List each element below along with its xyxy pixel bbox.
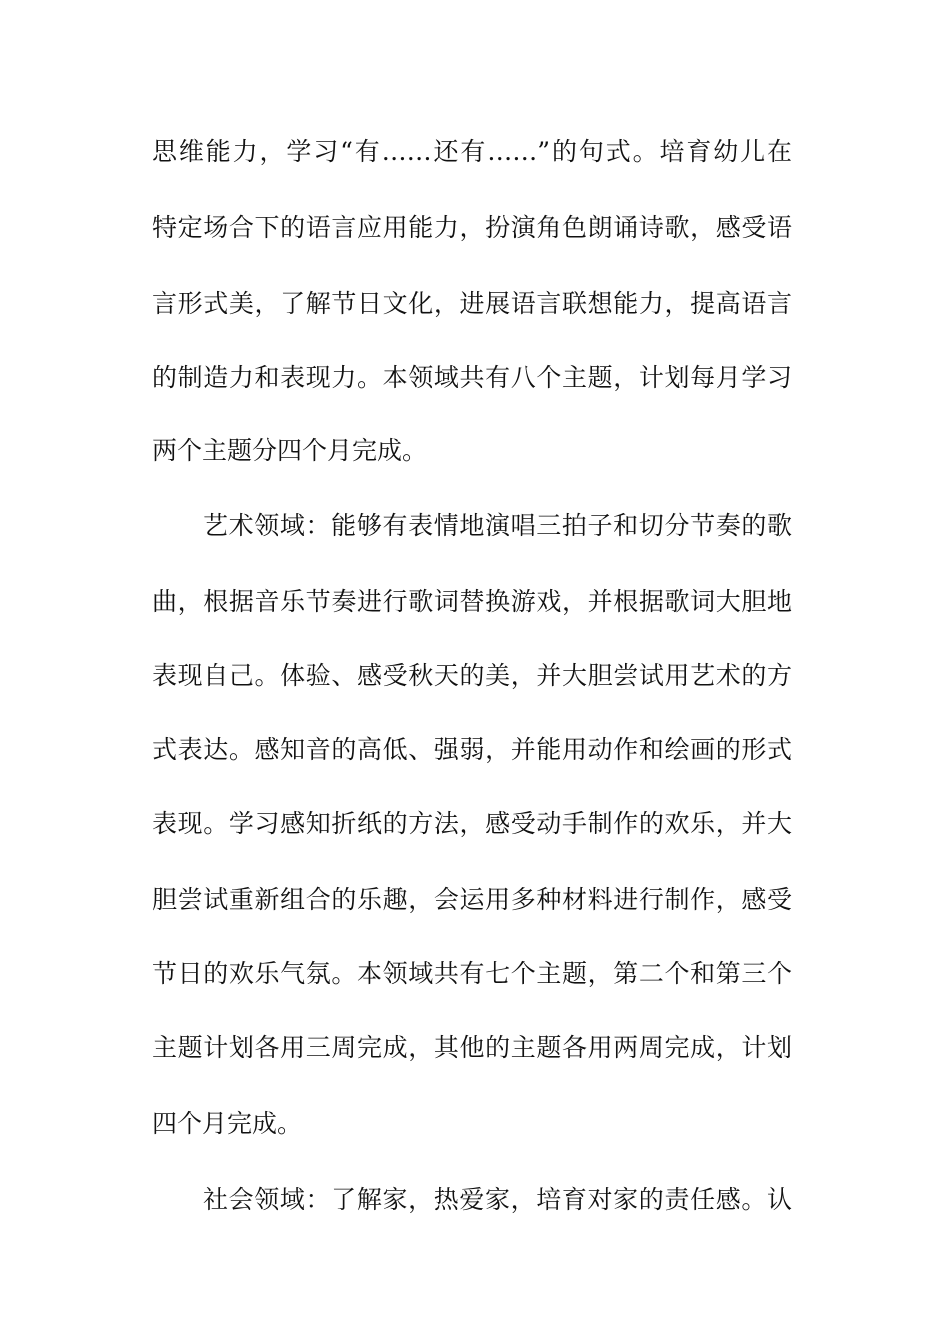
text-line: 式表达。感知音的高低、强弱，并能用动作和绘画的形式: [152, 735, 792, 764]
text-line: 主题计划各用三周完成，其他的主题各用两周完成，计划: [152, 1033, 792, 1062]
text-line: 言形式美，了解节日文化，进展语言联想能力，提高语言: [152, 289, 792, 318]
text-line: 节日的欢乐气氛。本领域共有七个主题，第二个和第三个: [152, 959, 792, 988]
text-line: 表现。学习感知折纸的方法，感受动手制作的欢乐，并大: [152, 809, 792, 838]
text-line: 胆尝试重新组合的乐趣，会运用多种材料进行制作，感受: [152, 885, 792, 914]
text-line: 特定场合下的语言应用能力，扮演角色朗诵诗歌，感受语: [152, 213, 792, 242]
paragraph-start-line: 艺术领域：能够有表情地演唱三拍子和切分节奏的歌: [203, 511, 792, 540]
text-line: 的制造力和表现力。本领域共有八个主题，计划每月学习: [152, 363, 792, 392]
text-line: 表现自己。体验、感受秋天的美，并大胆尝试用艺术的方: [152, 661, 792, 690]
text-line: 四个月完成。: [152, 1109, 303, 1138]
paragraph-start-line: 社会领域：了解家，热爱家，培育对家的责任感。认: [203, 1185, 792, 1214]
text-line: 曲，根据音乐节奏进行歌词替换游戏，并根据歌词大胆地: [152, 587, 792, 616]
text-line: 思维能力，学习“有……还有……”的句式。培育幼儿在: [152, 137, 792, 166]
text-line: 两个主题分四个月完成。: [152, 436, 428, 465]
